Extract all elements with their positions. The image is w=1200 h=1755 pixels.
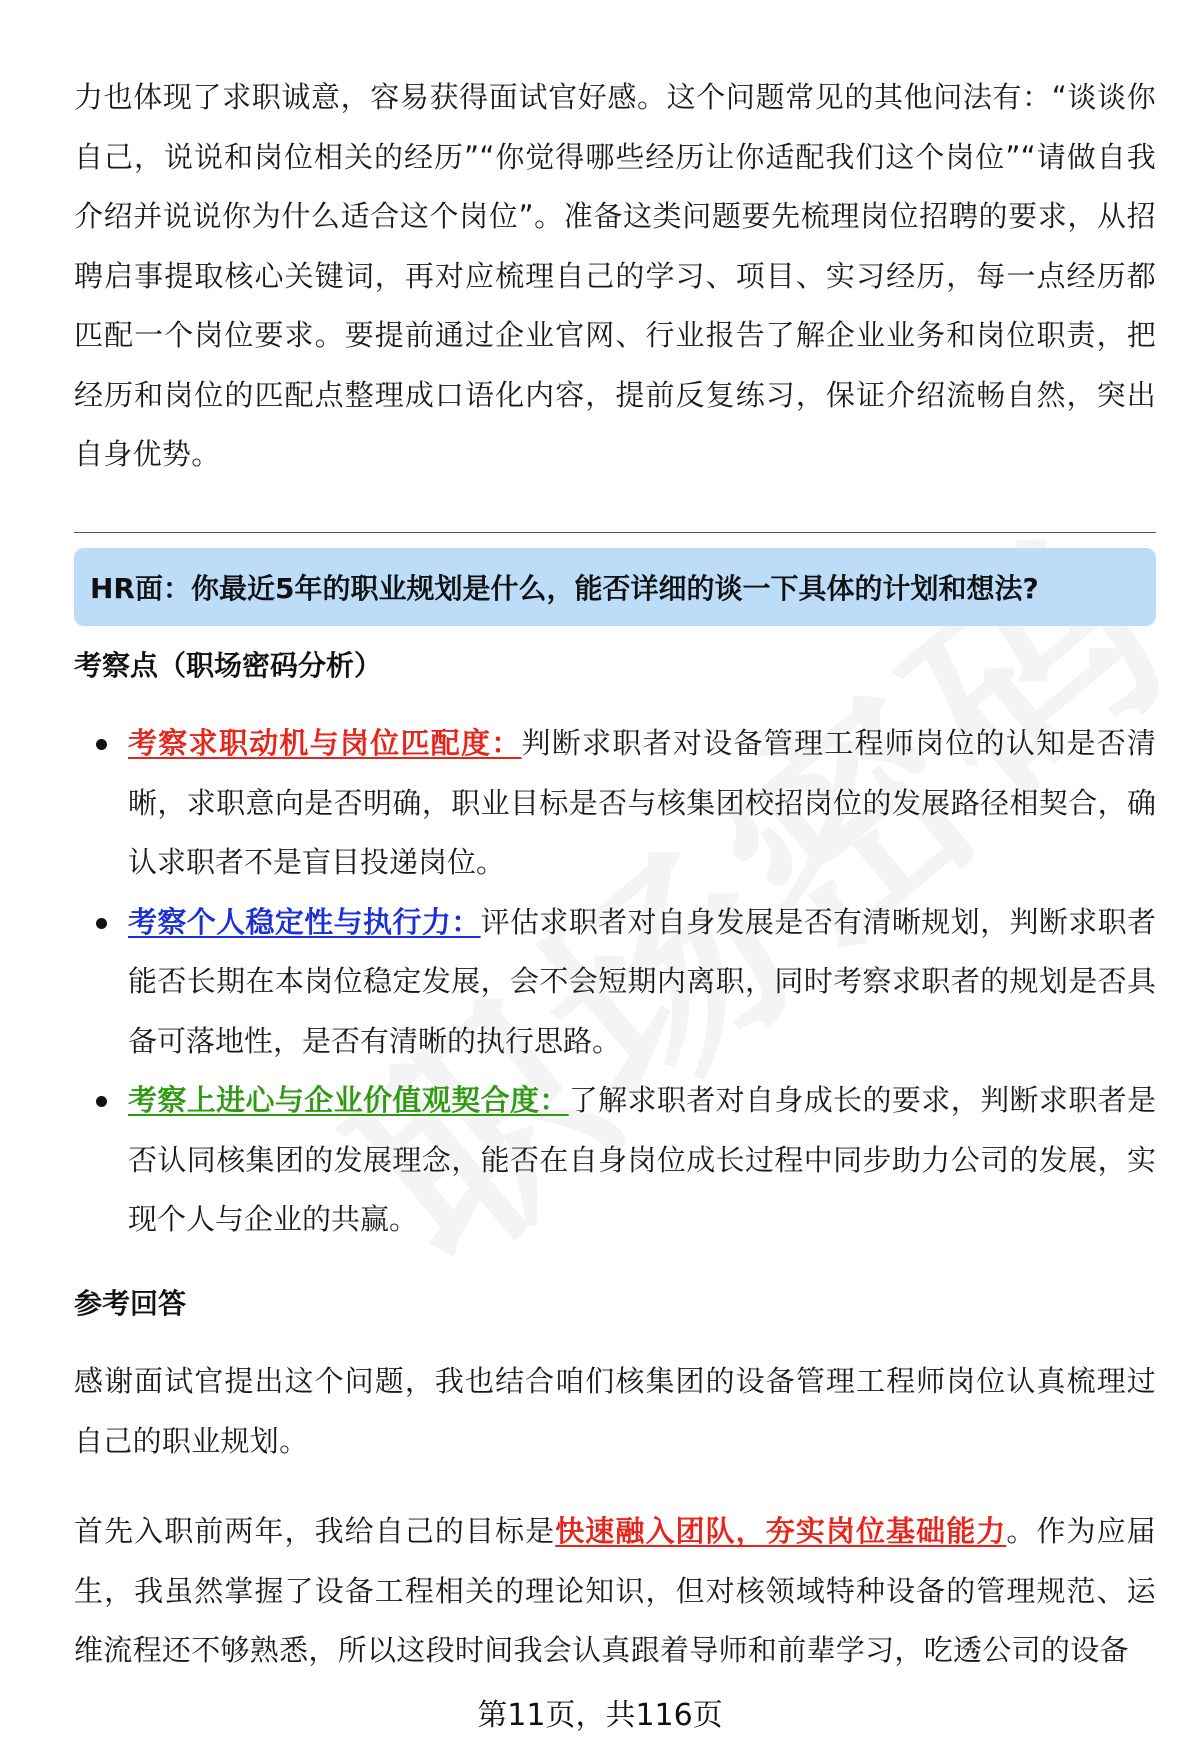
answer-text-before: 首先入职前两年，我给自己的目标是	[74, 1514, 556, 1548]
answer-block-1	[74, 1352, 1156, 1471]
analysis-item	[74, 893, 1156, 1072]
analysis-text: 评估求职者对自身发展是否有清晰规划，判断求职者能否长期在本岗位稳定发展，会不会短期内离职，同时考察求职者的规划是否具备可落地性，是否有清晰的执行思路。	[128, 904, 1156, 1058]
analysis-keyword: 考察求职动机与岗位匹配度：	[128, 726, 522, 760]
analysis-keyword: 考察个人稳定性与执行力：	[128, 904, 481, 939]
answer-highlight: 快速融入团队，夯实岗位基础能力	[555, 1514, 1007, 1548]
answer-title: 参考回答	[74, 1287, 187, 1320]
answer-text-after: 。作为应届生，我虽然掌握了设备工程相关的理论知识，但对核领域特种设备的管理规范、运维流程还不够熟悉，所以这段时间我会认真跟着导师和前辈学习，吃透公司的设备	[74, 1514, 1156, 1667]
bullet-dot-icon	[96, 918, 107, 929]
answer-block-2	[74, 1502, 1156, 1681]
analysis-title: 考察点（职场密码分析）	[74, 649, 383, 682]
question-banner	[74, 548, 1156, 626]
analysis-text: 判断求职者对设备管理工程师岗位的认知是否清晰，求职意向是否明确，职业目标是否与核集团校招岗位的发展路径相契合，确认求职者不是盲目投递岗位。	[128, 726, 1156, 879]
analysis-item	[74, 1071, 1156, 1250]
answer-paragraph-2	[74, 1502, 1156, 1681]
analysis-list	[74, 714, 1156, 1250]
question-text: HR面：你最近5年的职业规划是什么，能否详细的谈一下具体的计划和想法?	[90, 572, 1039, 605]
page-number: 第11页，共116页	[477, 1698, 723, 1733]
bullet-dot-icon	[96, 739, 107, 750]
bullet-dot-icon	[96, 1096, 107, 1107]
intro-block	[74, 68, 1156, 485]
analysis-item	[74, 714, 1156, 893]
intro-paragraph: 力也体现了求职诚意，容易获得面试官好感。这个问题常见的其他问法有：“谈谈你自己，说说和岗位相关的经历”“你觉得哪些经历让你适配我们这个岗位”“请做自我介绍并说说你为什么适合这个岗位”。准备这类问题要先梳理岗位招聘的要求，从招聘启事提取核心关键词，再对应梳理自己的学习、项目、实习经历，每一点经历都匹配一个岗位要求。要提前通过企业官网、行业报告了解企业业务和岗位职责，把经历和岗位的匹配点整理成口语化内容，提前反复练习，保证介绍流畅自然，突出自身优势。	[74, 80, 1156, 471]
analysis-keyword: 考察上进心与企业价值观契合度：	[128, 1083, 569, 1117]
answer-paragraph-1: 感谢面试官提出这个问题，我也结合咱们核集团的设备管理工程师岗位认真梳理过自己的职业规划。	[74, 1364, 1156, 1458]
section-divider	[74, 532, 1156, 533]
analysis-text: 了解求职者对自身成长的要求，判断求职者是否认同核集团的发展理念，能否在自身岗位成长过程中同步助力公司的发展，实现个人与企业的共赢。	[128, 1083, 1156, 1236]
